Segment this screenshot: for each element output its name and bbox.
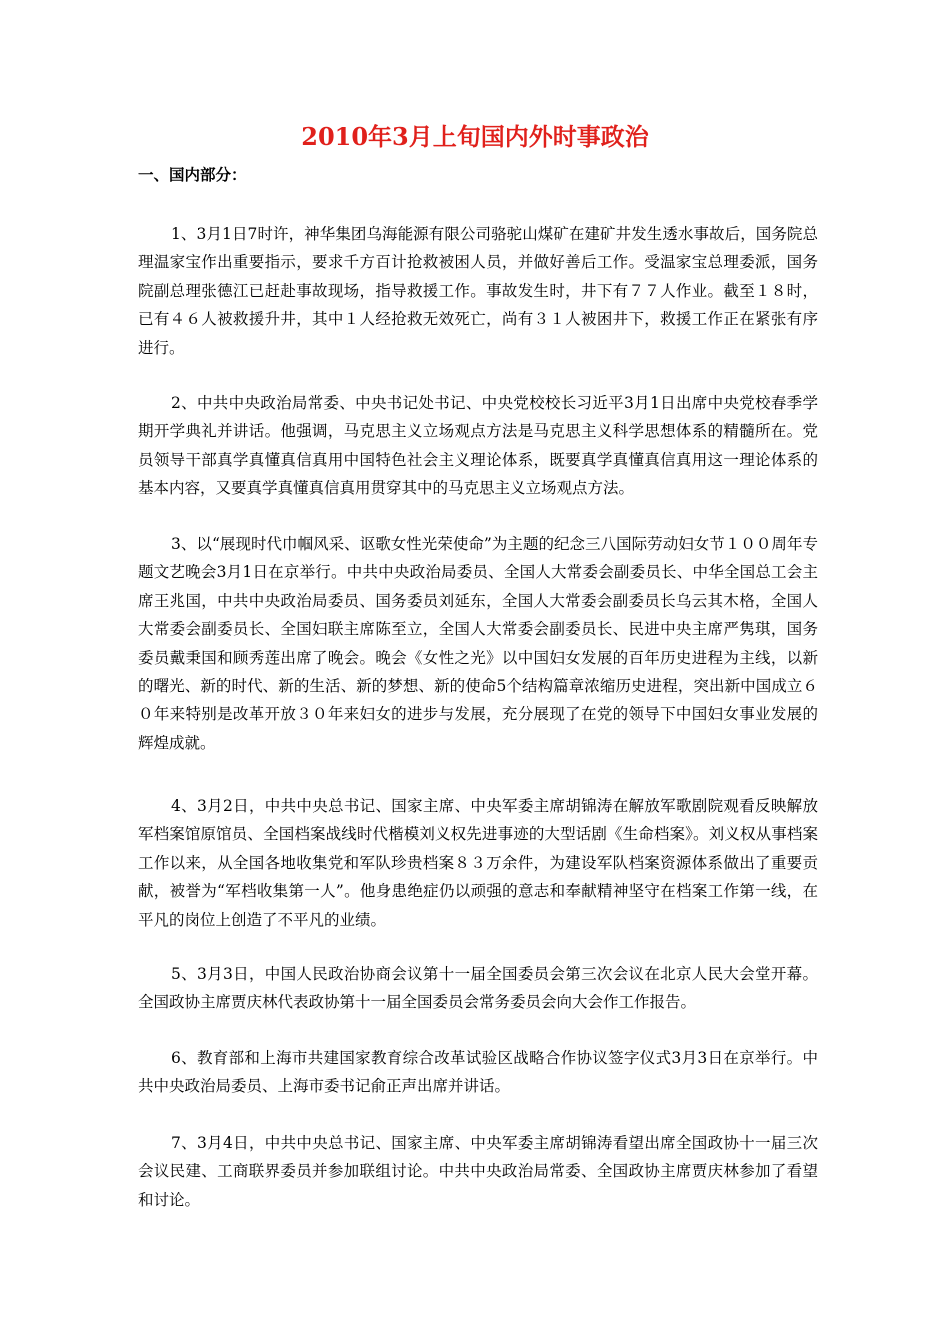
news-paragraph-7: 7、3月4日，中共中央总书记、国家主席、中央军委主席胡锦涛看望出席全国政协十一届三次会议民建、工商联界委员并参加联组讨论。中共中央政治局常委、全国政协主席贾庆林参加了看望和讨论。 — [138, 1134, 818, 1209]
news-paragraph-6: 6、教育部和上海市共建国家教育综合改革试验区战略合作协议签字仪式3月3日在京举行。中共中央政治局委员、上海市委书记俞正声出席并讲话。 — [138, 1049, 818, 1096]
document-title: 2010年3月上旬国内外时事政治 — [301, 122, 649, 151]
news-paragraph-3: 3、以“展现时代巾帼风采、讴歌女性光荣使命”为主题的纪念三八国际劳动妇女节１００周年专题文艺晚会3月1日在京举行。中共中央政治局委员、全国人大常委会副委员长、中华全国总工会主席王兆国，中共中央政治局委员、国务委员刘延东，全国人大常委会副委员长乌云其木格，全国人大常委会副委员长、全国妇联主席陈至立，全国人大常委会副委员长、民进中央主席严隽琪，国务委员戴秉国和顾秀莲出席了晚会。晚会《女性之光》以中国妇女发展的百年历史进程为主线，以新的曙光、新的时代、新的生活、新的梦想、新的使命5个结构篇章浓缩历史进程，突出新中国成立６０年来特别是改革开放３０年来妇女的进步与发展，充分展现了在党的领导下中国妇女事业发展的辉煌成就。 — [138, 535, 818, 752]
news-paragraph-4: 4、3月2日，中共中央总书记、国家主席、中央军委主席胡锦涛在解放军歌剧院观看反映解放军档案馆原馆员、全国档案战线时代楷模刘义权先进事迹的大型话剧《生命档案》。刘义权从事档案工作以来，从全国各地收集党和军队珍贵档案８３万余件，为建设军队档案资源体系做出了重要贡献，被誉为“军档收集第一人”。他身患绝症仍以顽强的意志和奉献精神坚守在档案工作第一线，在平凡的岗位上创造了不平凡的业绩。 — [138, 797, 818, 929]
news-paragraph-1: 1、3月1日7时许，神华集团乌海能源有限公司骆驼山煤矿在建矿井发生透水事故后，国务院总理温家宝作出重要指示，要求千方百计抢救被困人员，并做好善后工作。受温家宝总理委派，国务院副总理张德江已赶赴事故现场，指导救援工作。事故发生时，井下有７７人作业。截至１８时，已有４６人被救援升井，其中１人经抢救无效死亡，尚有３１人被困井下，救援工作正在紧张有序进行。 — [138, 225, 818, 357]
news-paragraph-2: 2、中共中央政治局常委、中央书记处书记、中央党校校长习近平3月1日出席中央党校春季学期开学典礼并讲话。他强调，马克思主义立场观点方法是马克思主义科学思想体系的精髓所在。党员领导干部真学真懂真信真用中国特色社会主义理论体系，既要真学真懂真信真用这一理论体系的基本内容，又要真学真懂真信真用贯穿其中的马克思主义立场观点方法。 — [138, 394, 818, 498]
section-heading-domestic: 一、国内部分： — [138, 165, 247, 184]
news-paragraph-5: 5、3月3日，中国人民政治协商会议第十一届全国委员会第三次会议在北京人民大会堂开幕。全国政协主席贾庆林代表政协第十一届全国委员会常务委员会向大会作工作报告。 — [138, 965, 818, 1012]
